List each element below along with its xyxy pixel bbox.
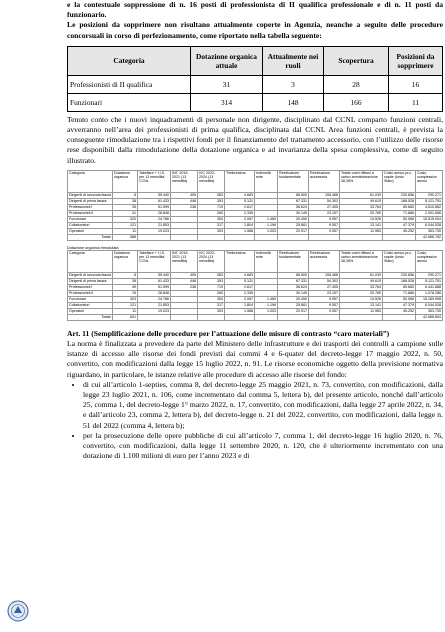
header-cell: Retribuzione accessoria xyxy=(309,170,340,192)
cell: 15.169.998 xyxy=(416,296,443,302)
cell: 49 xyxy=(113,284,138,290)
cell: 1.196 xyxy=(255,302,278,308)
header-cell: INT. 2019-2021 (13 mensilità) xyxy=(171,250,198,272)
cell: 3 xyxy=(263,75,324,93)
cell: 33.764 xyxy=(340,204,383,210)
header-cell: INT. 2019-2021 (13 mensilità) xyxy=(171,170,198,192)
cell: 66.500 xyxy=(278,272,309,278)
cell: 19.023 xyxy=(138,308,171,314)
paragraph-rimodulazione: Tenuto conto che i nuovi inquadramenti di personale non dirigente, disciplinato dal CCNL comparto funzioni centrali, avverranno nell’area dei professionisti di prima qualifica, disciplinata dal CCNL Area funzioni centrali, è prevista la conseguente rimodulazione tra i rispettivi fondi per il finanziamento del trattamento accessorio, con l’utilizzo delle risorse rese disponibili dalla rimodulazione della dotazione organica e ad invarianza della spesa complessiva, come di seguito illustrato. xyxy=(67,114,443,165)
total-label: Totale xyxy=(68,314,113,320)
cell: 21.853 xyxy=(138,302,171,308)
cell: 719 xyxy=(198,204,225,210)
empty-cell xyxy=(255,314,278,320)
cell: 9.557 xyxy=(309,216,340,222)
cell: 4.683 xyxy=(225,192,255,198)
cell: Professionisti di II qualifica xyxy=(68,75,191,93)
table-header-row xyxy=(68,170,443,192)
cell: 148 xyxy=(263,93,324,111)
header-cell: Indennità ente xyxy=(255,170,278,192)
cell: 45.252 xyxy=(383,228,416,234)
cost-table-current xyxy=(67,170,443,241)
article-bullets xyxy=(67,380,443,462)
cell: 5.131 xyxy=(225,198,255,204)
cell: 35 xyxy=(113,204,138,210)
cell: Dirigenti di seconda fascia xyxy=(69,193,111,198)
cell: 317 xyxy=(198,302,225,308)
cell: 61.433 xyxy=(138,198,171,204)
cell: 1.588 xyxy=(225,308,255,314)
cell: 363.730 xyxy=(416,308,443,314)
cell: 49.615 xyxy=(340,278,383,284)
header-cell: Tabellare + I.I.S. per 13 mensilità CCNL xyxy=(138,250,171,272)
cell: 4.610.852 xyxy=(416,204,443,210)
empty-cell xyxy=(340,314,383,320)
cell: 27.405 xyxy=(309,204,340,210)
empty-cell xyxy=(138,314,171,320)
cell: Professionisti I xyxy=(68,284,113,290)
cell: 314 xyxy=(191,93,263,111)
cell: 238 xyxy=(171,204,198,210)
cell: Operatori xyxy=(68,308,113,314)
cell: 14.526 xyxy=(340,216,383,222)
empty-cell xyxy=(278,314,309,320)
table-header-row xyxy=(68,46,443,75)
cell: 28.846 xyxy=(138,210,171,216)
cell: 383 xyxy=(198,272,225,278)
total-count: 588 xyxy=(113,234,138,240)
cell: 50.066 xyxy=(383,296,416,302)
cell: 5.121.751 xyxy=(416,278,443,284)
cell: 1.804 xyxy=(225,222,255,228)
cell: Professionisti I xyxy=(68,204,113,210)
header-cell: Dotazione organica xyxy=(113,250,138,272)
cell: 11.983 xyxy=(340,308,383,314)
header-cell: Tredicesima xyxy=(225,250,255,272)
cell: 9.557 xyxy=(309,296,340,302)
empty-cell xyxy=(225,314,255,320)
cell: 11 xyxy=(113,308,138,314)
cell: 1.003 xyxy=(255,308,278,314)
cost-table-rimodulata xyxy=(67,250,443,321)
cell: 121 xyxy=(113,222,138,228)
cell: 260 xyxy=(198,290,225,296)
cell: 45.252 xyxy=(383,308,416,314)
cell: 1.588 xyxy=(225,228,255,234)
cell: 9.557 xyxy=(309,222,340,228)
empty-cell xyxy=(383,314,416,320)
cell: 5.131 xyxy=(225,278,255,284)
header-cell: Indennità ente xyxy=(255,250,278,272)
cell: 320 xyxy=(113,216,138,222)
empty-cell xyxy=(278,234,309,240)
cell: 260 xyxy=(198,210,225,216)
cell: 22.917 xyxy=(278,228,309,234)
cell: 1.003 xyxy=(255,228,278,234)
cell: 2.617 xyxy=(225,204,255,210)
col-categoria: Categoria xyxy=(68,46,191,75)
empty-cell xyxy=(198,314,225,320)
cell: 6.441.888 xyxy=(416,284,443,290)
cell: 69.660 xyxy=(383,284,416,290)
header-cell: Costo complessivo annuo xyxy=(416,250,443,272)
col-posizioni: Posizioni da sopprimere xyxy=(389,46,443,75)
cell: 2.617 xyxy=(225,284,255,290)
cell: 29.450 xyxy=(278,216,309,222)
cell: 25.681 xyxy=(278,222,309,228)
cell: 2.067 xyxy=(225,296,255,302)
total-label: Totale xyxy=(68,234,113,240)
list-item: • per la prosecuzione delle opere pubbliche di cui all’articolo 7, comma 1, del decreto-legge 16 luglio 2020, n. 76, convertito, con modificazioni, dalla legge 11 settembre 2020, n. 120, che è ulteriormente incrementato con una dotazione di 1.100 milioni di euro per l’anno 2023 e di xyxy=(83,431,443,462)
table-header-row xyxy=(68,250,443,272)
header-cell: Costo annuo pro-capite (lordo Stato) xyxy=(383,170,416,192)
cell: 9.557 xyxy=(309,308,340,314)
cell: 67.331 xyxy=(278,278,309,284)
cell: 29.450 xyxy=(278,296,309,302)
cell: 31 xyxy=(113,210,138,216)
empty-cell xyxy=(383,234,416,240)
cell: Dirigenti di prima fascia xyxy=(68,198,113,204)
header-cell: Costo annuo pro-capite (lordo Stato) xyxy=(383,250,416,272)
cell: 303 xyxy=(113,296,138,302)
cell: 56.624 xyxy=(278,204,309,210)
cell: 448 xyxy=(171,198,198,204)
empty-cell xyxy=(171,314,198,320)
cell: 14.526 xyxy=(340,296,383,302)
cell: Professionisti II xyxy=(68,290,113,296)
cell: 11.983 xyxy=(340,228,383,234)
cell: 22.917 xyxy=(278,308,309,314)
cell: 71.886 xyxy=(383,290,416,296)
cell: Funzionari xyxy=(68,93,191,111)
cell: 4.683 xyxy=(225,272,255,278)
cell: 230.656 xyxy=(383,192,416,198)
cell: 8 xyxy=(113,192,138,198)
cell: 71.886 xyxy=(383,210,416,216)
header-cell: Totale oneri riflessi a carico amministrazione 38,38% xyxy=(340,170,383,192)
cell: 30.149 xyxy=(278,210,309,216)
total-row xyxy=(68,314,443,320)
header-cell: Tabellare + I.I.S. per 13 mensilità CCNL xyxy=(138,170,171,192)
cell: 69.660 xyxy=(383,204,416,210)
document-page xyxy=(67,0,443,461)
cell: Collaboratori xyxy=(68,222,113,228)
cell: 49.615 xyxy=(340,198,383,204)
cell: 11 xyxy=(389,93,443,111)
cell: 2.067 xyxy=(225,216,255,222)
cell: 2.001.656 xyxy=(416,210,443,216)
header-cell: Dotazione organica xyxy=(113,170,138,192)
cell: 2.336 xyxy=(225,210,255,216)
empty-cell xyxy=(255,234,278,240)
col-scopertura: Scopertura xyxy=(324,46,389,75)
header-cell: Categoria xyxy=(68,170,113,192)
cell: 30.149 xyxy=(278,290,309,296)
cell: 303 xyxy=(198,228,225,234)
cell: 108.468 xyxy=(309,272,340,278)
cell: 50.066 xyxy=(383,216,416,222)
cell: 21.853 xyxy=(138,222,171,228)
cell: 28 xyxy=(324,75,389,93)
cell: 5.121.751 xyxy=(416,198,443,204)
header-cell: Totale oneri riflessi a carico amministrazione 38,38% xyxy=(340,250,383,272)
cell: 47.379 xyxy=(383,302,416,308)
cell: 303 xyxy=(198,308,225,314)
cell: 31 xyxy=(191,75,263,93)
table-row xyxy=(68,93,443,111)
cell: 15 xyxy=(113,290,138,296)
cell: 719 xyxy=(198,284,225,290)
cell: 186.528 xyxy=(383,198,416,204)
cell: 8 xyxy=(113,272,138,278)
empty-cell xyxy=(171,234,198,240)
cell: 354 xyxy=(198,216,225,222)
cell: 51.599 xyxy=(138,284,171,290)
header-cell: Tredicesima xyxy=(225,170,255,192)
cell: 354 xyxy=(198,296,225,302)
total-count: 601 xyxy=(113,314,138,320)
col-dotazione: Dotazione organica attuale xyxy=(191,46,263,75)
cell: 61.433 xyxy=(138,278,171,284)
cell: 20.760 xyxy=(340,210,383,216)
cell: 1.196 xyxy=(255,222,278,228)
seal-logo-icon xyxy=(7,600,29,622)
cell: 290.271 xyxy=(416,272,443,278)
cell: 27.405 xyxy=(309,284,340,290)
list-item: • di cui all’articolo 1-septies, comma 8, del decreto-legge 25 maggio 2021, n. 73, convertito, con modificazioni, dalla legge 23 luglio 2021, n. 106, come incrementato dal comma 5, lettera b), del presente articolo, nonché dall’articolo 25, comma 1, del decreto-legge 1° marzo 2022, n. 17, convertito, con modificazioni, dalla legge 27 aprile 2022, n. 34, e dall’articolo 23, comma 2, lettera b), del decreto-legge n. 21 del 2022, convertito, con modificazioni, dalla legge n. 51 del 2022 (comma 4, lettera b); xyxy=(83,380,443,431)
cell: 61.039 xyxy=(340,192,383,198)
cell: Dirigenti di seconda fascia xyxy=(69,273,111,278)
total-row xyxy=(68,234,443,240)
cell: 51.599 xyxy=(138,204,171,210)
cell: 121 xyxy=(113,302,138,308)
cell: Operatori xyxy=(68,228,113,234)
cell: 38 xyxy=(113,278,138,284)
cell: 15.515.004 xyxy=(416,216,443,222)
cell: 56.624 xyxy=(278,284,309,290)
cell: 9.557 xyxy=(309,302,340,308)
cell: Dirigenti di prima fascia xyxy=(68,278,113,284)
header-cell: IVC 2022-2024 (13 mensilità) xyxy=(198,250,225,272)
cell: 67.331 xyxy=(278,198,309,204)
cell: 108.468 xyxy=(309,192,340,198)
cell: Professionisti II xyxy=(68,210,113,216)
cell: 20.760 xyxy=(340,290,383,296)
intro-line2: Le posizioni da sopprimere non risultano attualmente coperte in Agenzia, neanche a seguito delle procedure concorsuali in corso di perfezionamento, come riportato nella tabella seguente: xyxy=(67,20,443,40)
cell: 1.460 xyxy=(255,216,278,222)
cell: 2.336 xyxy=(225,290,255,296)
cell: 13.141 xyxy=(340,222,383,228)
cell: 405 xyxy=(171,192,198,198)
header-cell: IVC 2022-2024 (13 mensilità) xyxy=(198,170,225,192)
cell: 28.846 xyxy=(138,290,171,296)
header-cell: Costo complessivo annuo xyxy=(416,170,443,192)
cell: 23.157 xyxy=(309,210,340,216)
cell: 1.460 xyxy=(255,296,278,302)
cell: 54.302 xyxy=(309,278,340,284)
cell: 11 xyxy=(113,228,138,234)
header-cell: Retribuzione accessoria xyxy=(309,250,340,272)
cell: 186.528 xyxy=(383,278,416,284)
cell: Funzionari xyxy=(68,296,113,302)
cell: 353 xyxy=(198,198,225,204)
cell: 1.804 xyxy=(225,302,255,308)
cell: 13.141 xyxy=(340,302,383,308)
cell: 16 xyxy=(389,75,443,93)
intro-line1: e la contestuale soppressione di n. 16 posti di professionista di II qualifica professionale e di n. 11 posti da funzionario. xyxy=(67,0,443,20)
cell: 405 xyxy=(171,272,198,278)
positions-table xyxy=(67,46,443,112)
empty-cell xyxy=(309,314,340,320)
cell: 238 xyxy=(171,284,198,290)
cell: 353 xyxy=(198,278,225,284)
empty-cell xyxy=(225,234,255,240)
cell: 66.500 xyxy=(278,192,309,198)
cell: 1.078.286 xyxy=(416,290,443,296)
cell: 25.681 xyxy=(278,302,309,308)
cell: 23.157 xyxy=(309,290,340,296)
header-cell: Retribuzione fondamentale xyxy=(278,250,309,272)
cell: 55.440 xyxy=(138,272,171,278)
cell: 290.271 xyxy=(416,192,443,198)
header-cell: Retribuzione fondamentale xyxy=(278,170,309,192)
cell: 317 xyxy=(198,222,225,228)
header-cell: Categoria xyxy=(68,250,113,272)
article-heading: Art. 11 (Semplificazione delle procedure per l’attuazione delle misure di contrasto “caro materiali”) xyxy=(67,328,390,338)
table-row xyxy=(68,75,443,93)
cell: 24.786 xyxy=(138,216,171,222)
cell: Funzionari xyxy=(68,216,113,222)
cell: 54.302 xyxy=(309,198,340,204)
col-attualmente: Attualmente nei ruoli xyxy=(263,46,324,75)
cell: 166 xyxy=(324,93,389,111)
cell: 55.440 xyxy=(138,192,171,198)
cost-table-caption: Dotazione organica rimodulata xyxy=(67,245,119,250)
empty-cell xyxy=(309,234,340,240)
cell: 6.044.528 xyxy=(416,222,443,228)
total-value: 42.566.694 xyxy=(416,314,443,320)
cell: 19.023 xyxy=(138,228,171,234)
empty-cell xyxy=(340,234,383,240)
cell: 24.786 xyxy=(138,296,171,302)
cell: 6.044.528 xyxy=(416,302,443,308)
cell: 230.656 xyxy=(383,272,416,278)
empty-cell xyxy=(138,234,171,240)
cell: 33.764 xyxy=(340,284,383,290)
empty-cell xyxy=(198,234,225,240)
total-value: 42.566.792 xyxy=(416,234,443,240)
cell: 363.730 xyxy=(416,228,443,234)
cell: 47.379 xyxy=(383,222,416,228)
cell: 61.039 xyxy=(340,272,383,278)
cell: Collaboratori xyxy=(68,302,113,308)
cell: 38 xyxy=(113,198,138,204)
cell: 383 xyxy=(198,192,225,198)
cell: 448 xyxy=(171,278,198,284)
article-paragraph: La norma è finalizzata a prevedere da parte del Ministero delle infrastrutture e dei trasporti dei controlli a campione sulle istanze di accesso alle risorse dei fondi previsti dai commi 4 e 6-quater del decreto-legge 17 maggio 2022, n. 50, convertito, con modificazioni dalla legge 15 luglio 2022, n. 91. Le risorse economiche oggetto della previsione normativa riguardano, in particolare, le istanze relative alle procedure di accesso alle risorse del fondo: xyxy=(67,339,443,379)
cell: 9.557 xyxy=(309,228,340,234)
